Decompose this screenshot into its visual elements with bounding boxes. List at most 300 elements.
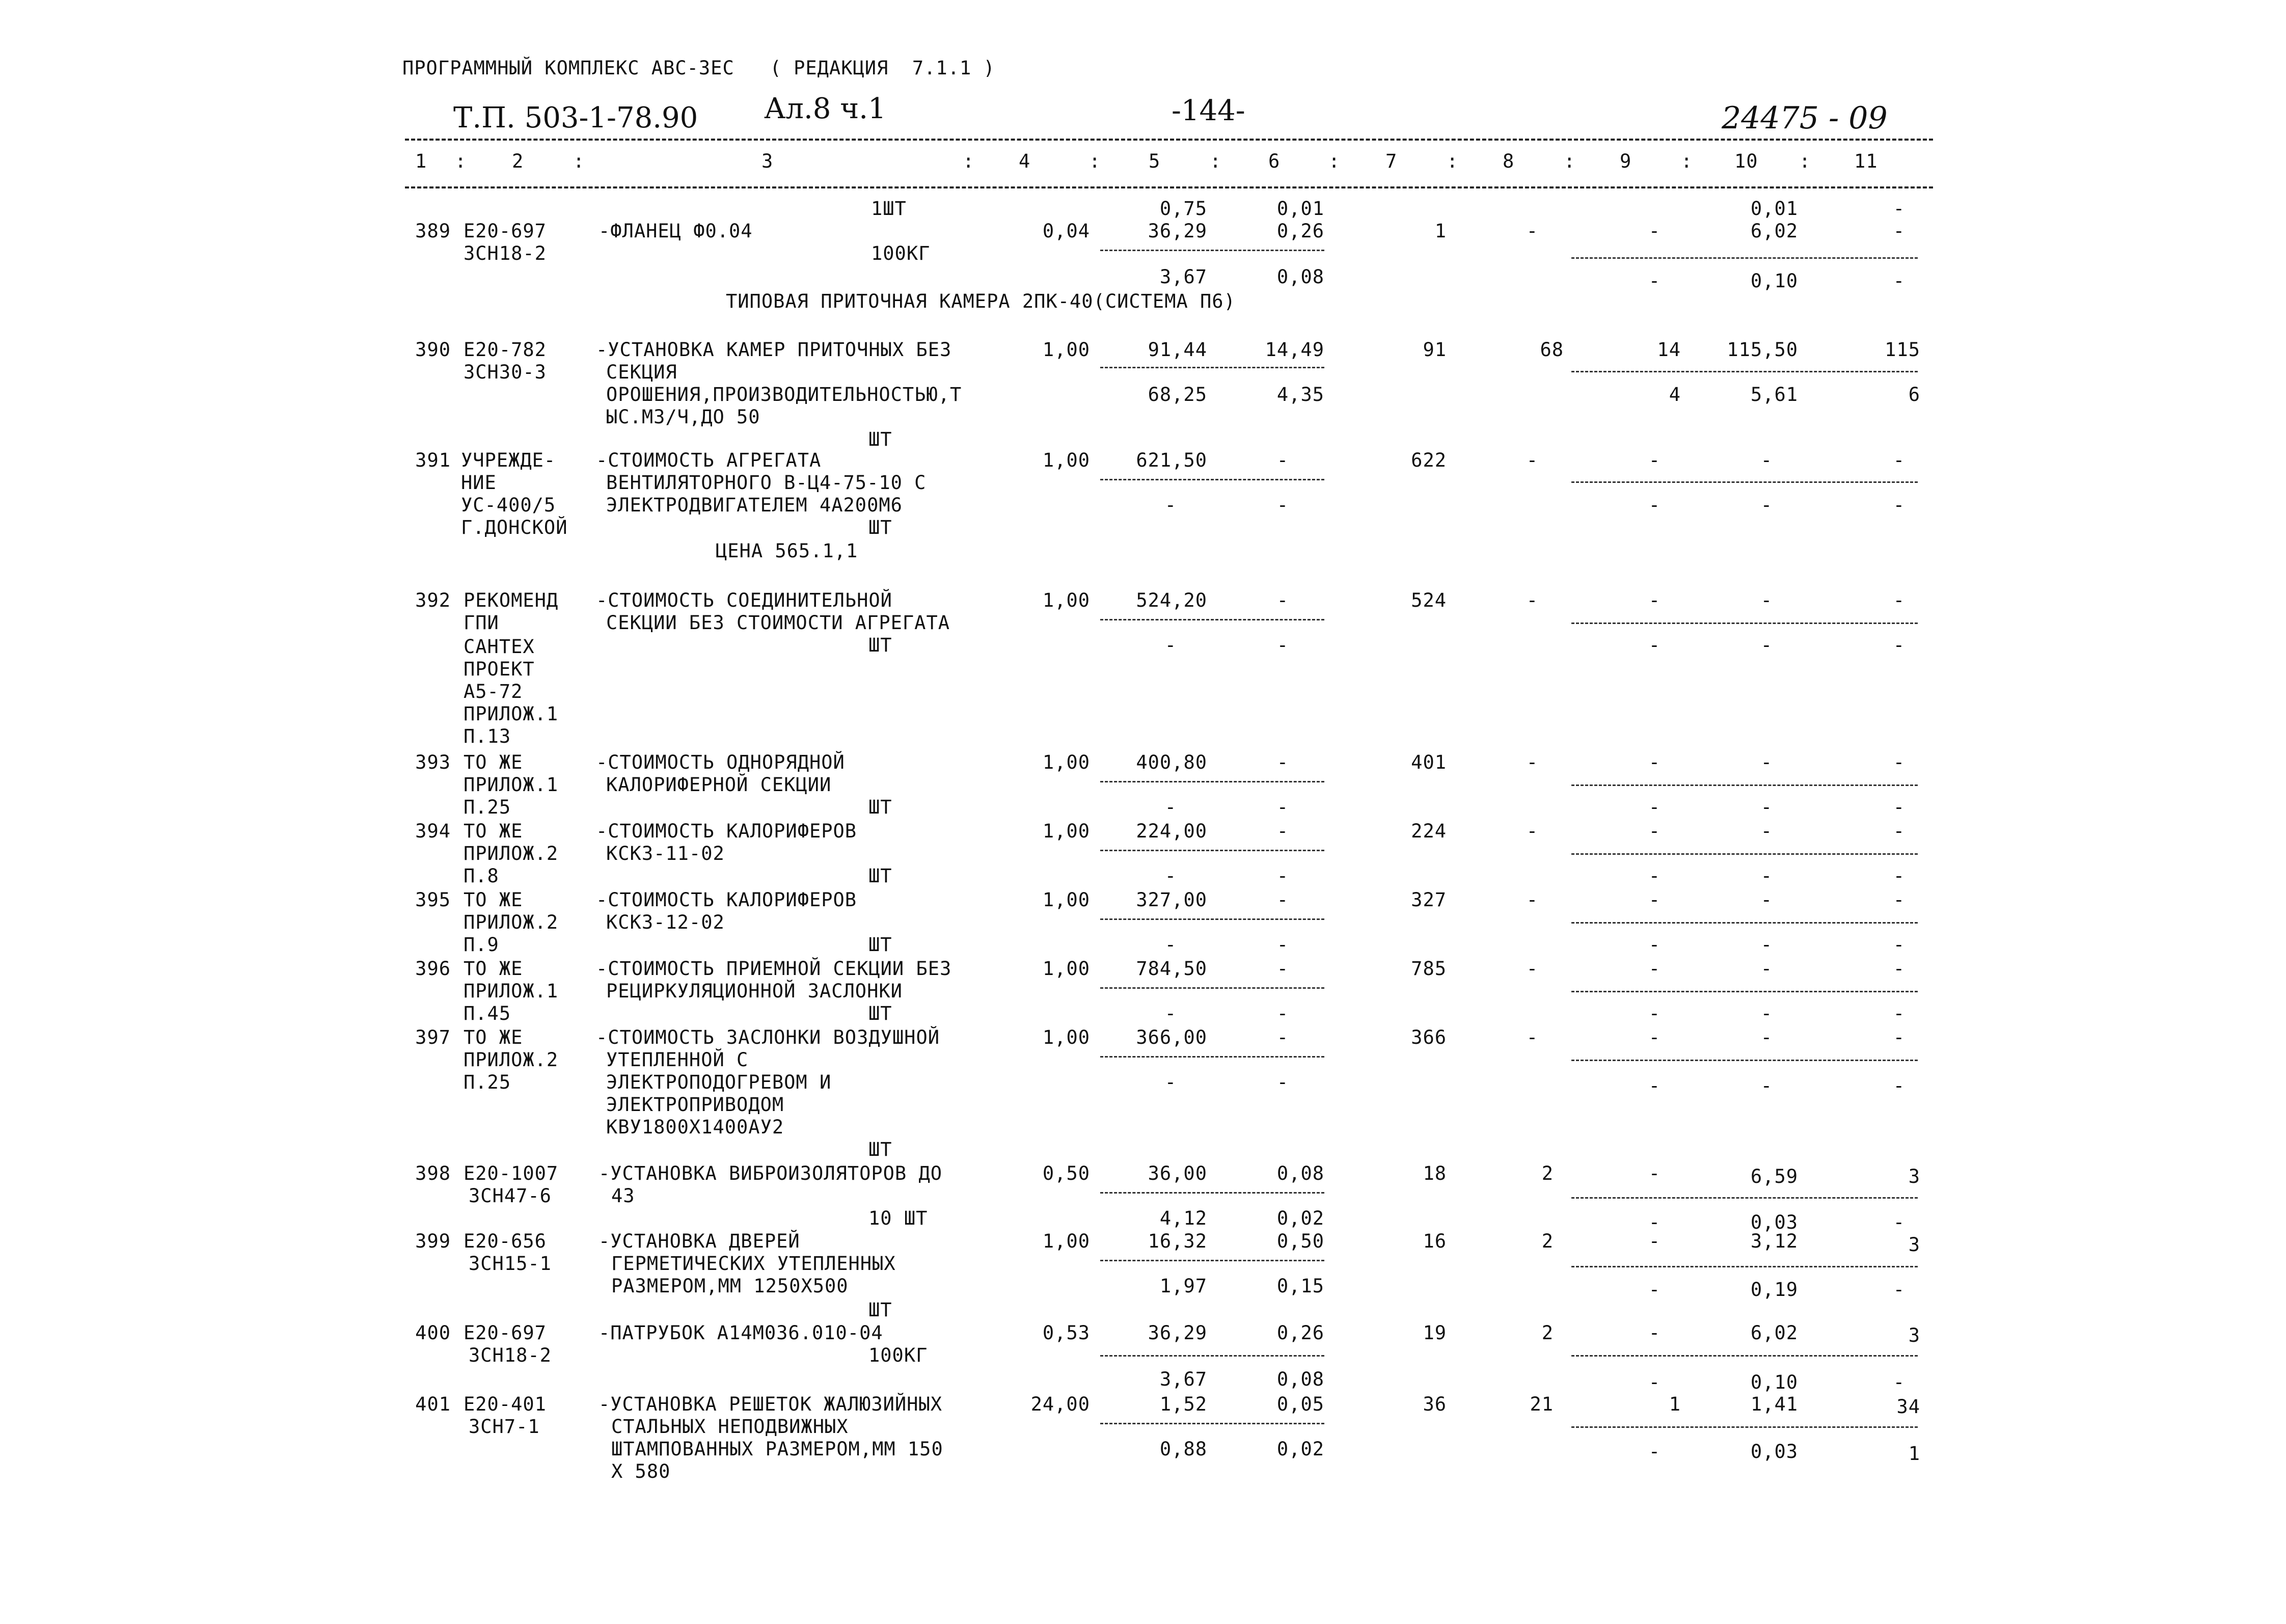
description-line: ВЕНТИЛЯТОРНОГО В-Ц4-75-10 С xyxy=(606,472,927,494)
cell-c6: 0,02 xyxy=(1276,1207,1324,1229)
cell-c6: 4,35 xyxy=(1276,384,1324,405)
row-rule xyxy=(1100,1192,1324,1194)
norm-code: Е20-697 xyxy=(464,220,547,242)
norm-code-line: САНТЕХ xyxy=(464,636,535,658)
program-header: ПРОГРАММНЫЙ КОМПЛЕКС АВС-3ЕС ( РЕДАКЦИЯ 7.1.1 ) xyxy=(402,57,995,79)
cell-c5: 621,50 xyxy=(1136,449,1207,471)
cell-c9: - xyxy=(1648,751,1661,773)
cell-c11: 3 xyxy=(1908,1324,1920,1346)
description-line: ОРОШЕНИЯ,ПРОИЗВОДИТЕЛЬНОСТЬЮ,Т xyxy=(606,384,962,405)
cell-c11: - xyxy=(1893,589,1905,611)
norm-code-line: ПРИЛОЖ.1 xyxy=(464,774,559,796)
norm-code-2: 3СН18-2 xyxy=(469,1344,552,1366)
cell-c7: 91 xyxy=(1423,339,1447,361)
cell-c5: 3,67 xyxy=(1159,1368,1207,1390)
page-number: -144- xyxy=(1172,94,1245,127)
cell-c11: - xyxy=(1893,796,1905,818)
norm-code-line: ПРИЛОЖ.2 xyxy=(464,843,559,864)
cell-c8: - xyxy=(1526,1026,1538,1048)
cell-c9: - xyxy=(1648,865,1661,887)
row-number: 397 xyxy=(415,1026,451,1048)
cell-c9: - xyxy=(1648,220,1661,242)
row-rule xyxy=(1571,991,1918,992)
norm-code-line: П.45 xyxy=(464,1003,511,1024)
cell-c8: 68 xyxy=(1540,339,1564,361)
cell-c11: - xyxy=(1893,1371,1905,1393)
cell-c11: - xyxy=(1893,1075,1905,1097)
row-rule xyxy=(1100,1355,1324,1357)
cell-c10: - xyxy=(1760,796,1773,818)
unit-label: ШТ xyxy=(868,1299,892,1321)
norm-code-line: ПРИЛОЖ.2 xyxy=(464,911,559,933)
cell-c6: - xyxy=(1276,589,1289,611)
cell-c11: - xyxy=(1893,889,1905,911)
col-sep: : xyxy=(1447,150,1459,172)
row-rule xyxy=(1571,1060,1918,1061)
cell-c5: - xyxy=(1164,494,1177,516)
cell-c5: 0,88 xyxy=(1159,1438,1207,1460)
description-line: КСК3-12-02 xyxy=(606,911,725,933)
cell-c10: - xyxy=(1760,1075,1773,1097)
cell-c11: - xyxy=(1893,958,1905,980)
cell-c4: 1,00 xyxy=(1042,449,1090,471)
cell-c9: - xyxy=(1648,934,1661,956)
cell-c9: - xyxy=(1648,589,1661,611)
cell-c9: - xyxy=(1648,634,1661,656)
description-line: -УСТАНОВКА КАМЕР ПРИТОЧНЫХ БЕЗ xyxy=(596,339,952,361)
description-line: -СТОИМОСТЬ СОЕДИНИТЕЛЬНОЙ xyxy=(596,589,892,611)
cell-c5: 1,97 xyxy=(1159,1275,1207,1297)
cell-c5: 0,75 xyxy=(1159,198,1207,220)
cell-c6: - xyxy=(1276,1071,1289,1093)
description-line: КАЛОРИФЕРНОЙ СЕКЦИИ xyxy=(606,774,832,796)
row-rule xyxy=(1571,1266,1918,1267)
norm-code-line: ПРИЛОЖ.2 xyxy=(464,1049,559,1071)
cell-c6: 0,01 xyxy=(1276,198,1324,220)
norm-code-line: П.9 xyxy=(464,934,499,956)
cell-c7: 1 xyxy=(1434,220,1447,242)
cell-c7: 18 xyxy=(1423,1162,1447,1184)
norm-code-line: ГПИ xyxy=(464,612,499,634)
description-line: -СТОИМОСТЬ АГРЕГАТА xyxy=(596,449,822,471)
header-bottom-rule xyxy=(405,186,1933,188)
description-line: ЫС.М3/Ч,ДО 50 xyxy=(606,406,760,428)
cell-c11: 34 xyxy=(1896,1396,1920,1418)
cell-c10: - xyxy=(1760,865,1773,887)
row-number: 389 xyxy=(415,220,451,242)
norm-code-line: ПРИЛОЖ.1 xyxy=(464,703,559,725)
stamp-tp: Т.П. 503-1-78.90 xyxy=(453,101,698,134)
cell-c10: 115,50 xyxy=(1727,339,1798,361)
cell-c11: 3 xyxy=(1908,1234,1920,1256)
norm-code-line: А5-72 xyxy=(464,681,523,702)
cell-c5: - xyxy=(1164,1071,1177,1093)
cell-c9: - xyxy=(1648,1211,1661,1233)
cell-c10: 0,03 xyxy=(1750,1441,1798,1463)
cell-c5: 1,52 xyxy=(1159,1393,1207,1415)
cell-c10: 6,02 xyxy=(1750,220,1798,242)
cell-c6: 0,08 xyxy=(1276,1162,1324,1184)
col-sep: : xyxy=(1210,150,1222,172)
cell-c7: 16 xyxy=(1423,1230,1447,1252)
norm-code-line: ТО ЖЕ xyxy=(464,751,523,773)
cell-c6: - xyxy=(1276,1026,1289,1048)
header-top-rule xyxy=(405,139,1933,141)
cell-c9: - xyxy=(1648,1371,1661,1393)
norm-code-2: 3СН7-1 xyxy=(469,1416,540,1438)
cell-c10: - xyxy=(1760,589,1773,611)
cell-c10: 0,10 xyxy=(1750,1371,1798,1393)
unit-label: ШТ xyxy=(868,1139,892,1160)
row-rule xyxy=(1100,918,1324,920)
cell-c4: 1,00 xyxy=(1042,820,1090,842)
norm-code-line: П.25 xyxy=(464,1071,511,1093)
description-line: Х 580 xyxy=(611,1460,671,1482)
cell-c9: 14 xyxy=(1657,339,1681,361)
cell-c11: 115 xyxy=(1885,339,1920,361)
cell-c6: - xyxy=(1276,751,1289,773)
unit-label: ШТ xyxy=(868,1003,892,1024)
cell-c5: - xyxy=(1164,865,1177,887)
col-8: 8 xyxy=(1503,150,1515,172)
description-line: СЕКЦИИ БЕЗ СТОИМОСТИ АГРЕГАТА xyxy=(606,612,950,634)
cell-c8: - xyxy=(1526,751,1538,773)
cell-c9: - xyxy=(1648,1162,1661,1184)
row-rule xyxy=(1100,850,1324,851)
cell-c5: - xyxy=(1164,1003,1177,1024)
cell-c5: 366,00 xyxy=(1136,1026,1207,1048)
cell-c11: 3 xyxy=(1908,1166,1920,1187)
unit-label: ШТ xyxy=(868,634,892,656)
description-line: ЭЛЕКТРОДВИГАТЕЛЕМ 4А200М6 xyxy=(606,494,903,516)
cell-c6: 0,26 xyxy=(1276,1322,1324,1344)
description-line: -УСТАНОВКА ДВЕРЕЙ xyxy=(598,1230,800,1252)
description-line: ЭЛЕКТРОПОДОГРЕВОМ И xyxy=(606,1071,832,1093)
row-rule xyxy=(1571,853,1918,855)
row-number: 396 xyxy=(415,958,451,980)
cell-c6: - xyxy=(1276,449,1289,471)
cell-c8: - xyxy=(1526,589,1538,611)
norm-code-line: РЕКОМЕНД xyxy=(464,589,559,611)
col-sep: : xyxy=(1089,150,1101,172)
cell-c5: 4,12 xyxy=(1159,1207,1207,1229)
description-line: РАЗМЕРОМ,ММ 1250Х500 xyxy=(611,1275,849,1297)
cell-c6: - xyxy=(1276,1003,1289,1024)
cell-c11: - xyxy=(1893,934,1905,956)
cell-c11: 1 xyxy=(1908,1443,1920,1465)
row-number: 400 xyxy=(415,1322,451,1344)
cell-c7: 785 xyxy=(1411,958,1447,980)
price-reference: ЦЕНА 565.1,1 xyxy=(716,540,858,562)
norm-code-line: П.25 xyxy=(464,796,511,818)
cell-c11: - xyxy=(1893,1279,1905,1301)
cell-c8: 2 xyxy=(1541,1162,1554,1184)
row-rule xyxy=(1100,987,1324,989)
col-sep: : xyxy=(1564,150,1576,172)
cell-c11: - xyxy=(1893,1003,1905,1024)
description-line: КСК3-11-02 xyxy=(606,843,725,864)
row-rule xyxy=(1100,1423,1324,1424)
cell-c8: - xyxy=(1526,889,1538,911)
unit-label: ШТ xyxy=(868,428,892,450)
cell-c6: 0,50 xyxy=(1276,1230,1324,1252)
cell-c6: 0,05 xyxy=(1276,1393,1324,1415)
cell-c7: 19 xyxy=(1423,1322,1447,1344)
row-number: 390 xyxy=(415,339,451,361)
cell-c5: 784,50 xyxy=(1136,958,1207,980)
cell-c7: 524 xyxy=(1411,589,1447,611)
unit-label: ШТ xyxy=(868,796,892,818)
cell-c5: 16,32 xyxy=(1148,1230,1207,1252)
cell-c10: - xyxy=(1760,634,1773,656)
cell-c6: - xyxy=(1276,796,1289,818)
cell-c4: 1,00 xyxy=(1042,339,1090,361)
norm-code-line: ТО ЖЕ xyxy=(464,958,523,980)
norm-code: Е20-656 xyxy=(464,1230,547,1252)
row-rule xyxy=(1571,1355,1918,1357)
cell-c9: - xyxy=(1648,796,1661,818)
col-4: 4 xyxy=(1019,150,1031,172)
cell-c9: 1 xyxy=(1669,1393,1681,1415)
cell-c10: - xyxy=(1760,934,1773,956)
cell-c10: 0,19 xyxy=(1750,1279,1798,1301)
norm-code-line: П.8 xyxy=(464,865,499,887)
col-sep: : xyxy=(1328,150,1341,172)
cell-c4: 0,53 xyxy=(1042,1322,1090,1344)
cell-c5: 36,29 xyxy=(1148,1322,1207,1344)
norm-code-line: ПРИЛОЖ.1 xyxy=(464,980,559,1002)
cell-c7: 36 xyxy=(1423,1393,1447,1415)
cell-c7: 327 xyxy=(1411,889,1447,911)
cell-c9: - xyxy=(1648,889,1661,911)
description-line: -СТОИМОСТЬ КАЛОРИФЕРОВ xyxy=(596,820,857,842)
cell-c5: 327,00 xyxy=(1136,889,1207,911)
cell-c10: - xyxy=(1760,889,1773,911)
col-7: 7 xyxy=(1385,150,1398,172)
unit-label: 1ШТ xyxy=(871,198,907,220)
cell-c10: 5,61 xyxy=(1750,384,1798,405)
row-number: 401 xyxy=(415,1393,451,1415)
row-rule xyxy=(1571,481,1918,483)
row-number: 399 xyxy=(415,1230,451,1252)
col-6: 6 xyxy=(1268,150,1281,172)
row-number: 391 xyxy=(415,449,451,471)
cell-c6: - xyxy=(1276,820,1289,842)
cell-c11: - xyxy=(1893,1211,1905,1233)
row-rule xyxy=(1571,784,1918,786)
cell-c11: - xyxy=(1893,270,1905,292)
cell-c11: - xyxy=(1893,449,1905,471)
norm-code: Е20-697 xyxy=(464,1322,547,1344)
cell-c6: - xyxy=(1276,634,1289,656)
description-line: -СТОИМОСТЬ ЗАСЛОНКИ ВОЗДУШНОЙ xyxy=(596,1026,940,1048)
cell-c9: - xyxy=(1648,494,1661,516)
cell-c7: 224 xyxy=(1411,820,1447,842)
cell-c11: - xyxy=(1893,634,1905,656)
cell-c9: - xyxy=(1648,1230,1661,1252)
description-line: УТЕПЛЕННОЙ С xyxy=(606,1049,749,1071)
cell-c11: - xyxy=(1893,494,1905,516)
norm-code: Е20-401 xyxy=(464,1393,547,1415)
cell-c9: 4 xyxy=(1669,384,1681,405)
col-3: 3 xyxy=(761,150,774,172)
inventory-number: 24475 - 09 xyxy=(1722,100,1888,136)
col-2: 2 xyxy=(512,150,524,172)
row-number: 398 xyxy=(415,1162,451,1184)
cell-c11: - xyxy=(1893,1026,1905,1048)
cell-c10: - xyxy=(1760,449,1773,471)
row-rule xyxy=(1571,922,1918,924)
cell-c4: 0,50 xyxy=(1042,1162,1090,1184)
row-rule xyxy=(1100,781,1324,782)
cell-c9: - xyxy=(1648,1075,1661,1097)
description-line: 43 xyxy=(611,1185,635,1207)
cell-c9: - xyxy=(1648,958,1661,980)
cell-c6: - xyxy=(1276,889,1289,911)
cell-c4: 1,00 xyxy=(1042,1230,1090,1252)
norm-code-line: ТО ЖЕ xyxy=(464,820,523,842)
cell-c7: 366 xyxy=(1411,1026,1447,1048)
cell-c9: - xyxy=(1648,1026,1661,1048)
cell-c6: 0,08 xyxy=(1276,266,1324,288)
norm-code-2: 3СН18-2 xyxy=(464,242,547,264)
cell-c10: - xyxy=(1760,1026,1773,1048)
cell-c11: - xyxy=(1893,865,1905,887)
cell-c10: 0,10 xyxy=(1750,270,1798,292)
cell-c10: 0,03 xyxy=(1750,1211,1798,1233)
cell-c5: - xyxy=(1164,796,1177,818)
cell-c10: - xyxy=(1760,1003,1773,1024)
description-line: -ПАТРУБОК А14М036.010-04 xyxy=(598,1322,883,1344)
row-rule xyxy=(1571,1197,1918,1199)
description-line: -СТОИМОСТЬ КАЛОРИФЕРОВ xyxy=(596,889,857,911)
description-line: ШТАМПОВАННЫХ РАЗМЕРОМ,ММ 150 xyxy=(611,1438,943,1460)
cell-c6: - xyxy=(1276,934,1289,956)
col-sep: : xyxy=(963,150,975,172)
cell-c4: 1,00 xyxy=(1042,958,1090,980)
cell-c5: 68,25 xyxy=(1148,384,1207,405)
description-line: -УСТАНОВКА ВИБРОИЗОЛЯТОРОВ ДО xyxy=(598,1162,943,1184)
cell-c11: - xyxy=(1893,820,1905,842)
cell-c10: 3,12 xyxy=(1750,1230,1798,1252)
cell-c8: 2 xyxy=(1541,1230,1554,1252)
cell-c7: 401 xyxy=(1411,751,1447,773)
cell-c9: - xyxy=(1648,1441,1661,1463)
cell-c10: 1,41 xyxy=(1750,1393,1798,1415)
row-number: 393 xyxy=(415,751,451,773)
cell-c7: 622 xyxy=(1411,449,1447,471)
description-line: РЕЦИРКУЛЯЦИОННОЙ ЗАСЛОНКИ xyxy=(606,980,903,1002)
cell-c5: - xyxy=(1164,634,1177,656)
cell-c6: 0,15 xyxy=(1276,1275,1324,1297)
cell-c5: 91,44 xyxy=(1148,339,1207,361)
norm-code-line: ТО ЖЕ xyxy=(464,889,523,911)
norm-code-2: 3СН47-6 xyxy=(469,1185,552,1207)
row-rule xyxy=(1571,622,1918,624)
row-rule xyxy=(1100,479,1324,480)
cell-c11: - xyxy=(1893,220,1905,242)
cell-c4: 1,00 xyxy=(1042,889,1090,911)
cell-c10: 6,02 xyxy=(1750,1322,1798,1344)
cell-c9: - xyxy=(1648,820,1661,842)
norm-code: Е20-1007 xyxy=(464,1162,559,1184)
col-5: 5 xyxy=(1149,150,1161,172)
col-11: 11 xyxy=(1854,150,1878,172)
norm-code-line: ТО ЖЕ xyxy=(464,1026,523,1048)
cell-c8: 21 xyxy=(1530,1393,1554,1415)
cell-c6: - xyxy=(1276,958,1289,980)
stamp-album: Ал.8 ч.1 xyxy=(764,92,886,125)
cell-c4: 1,00 xyxy=(1042,589,1090,611)
cell-c6: 0,02 xyxy=(1276,1438,1324,1460)
cell-c6: - xyxy=(1276,494,1289,516)
cell-c9: - xyxy=(1648,1279,1661,1301)
cell-c5: 224,00 xyxy=(1136,820,1207,842)
row-rule xyxy=(1571,371,1918,372)
cell-c6: 14,49 xyxy=(1265,339,1324,361)
norm-code-line: Г.ДОНСКОЙ xyxy=(461,517,568,538)
unit-label: 100КГ xyxy=(871,242,931,264)
row-rule xyxy=(1100,619,1324,620)
description-line: СЕКЦИЯ xyxy=(606,361,677,383)
row-rule xyxy=(1100,367,1324,368)
row-rule xyxy=(1100,250,1324,251)
col-1: 1 xyxy=(415,150,427,172)
cell-c8: - xyxy=(1526,449,1538,471)
cell-c5: 3,67 xyxy=(1159,266,1207,288)
cell-c4: 1,00 xyxy=(1042,751,1090,773)
unit-label: ШТ xyxy=(868,934,892,956)
norm-code: Е20-782 xyxy=(464,339,547,361)
cell-c5: 36,00 xyxy=(1148,1162,1207,1184)
cell-c5: 524,20 xyxy=(1136,589,1207,611)
cell-c4: 24,00 xyxy=(1030,1393,1090,1415)
cell-c5: 400,80 xyxy=(1136,751,1207,773)
cell-c6: 0,26 xyxy=(1276,220,1324,242)
cell-c5: - xyxy=(1164,934,1177,956)
cell-c10: - xyxy=(1760,494,1773,516)
row-rule xyxy=(1571,257,1918,259)
col-sep: : xyxy=(1681,150,1693,172)
norm-code-line: П.13 xyxy=(464,725,511,747)
cell-c9: - xyxy=(1648,270,1661,292)
norm-code-2: 3СН15-1 xyxy=(469,1253,552,1275)
col-sep: : xyxy=(1799,150,1811,172)
cell-c11: 6 xyxy=(1908,384,1920,405)
cell-c6: 0,08 xyxy=(1276,1368,1324,1390)
cell-c8: - xyxy=(1526,820,1538,842)
row-rule xyxy=(1100,1056,1324,1058)
cell-c11: - xyxy=(1893,198,1905,220)
cell-c10: - xyxy=(1760,751,1773,773)
cell-c9: - xyxy=(1648,1322,1661,1344)
cell-c10: - xyxy=(1760,958,1773,980)
col-9: 9 xyxy=(1620,150,1632,172)
cell-c10: - xyxy=(1760,820,1773,842)
section-title: ТИПОВАЯ ПРИТОЧНАЯ КАМЕРА 2ПК-40(СИСТЕМА П6) xyxy=(726,290,1236,312)
cell-c4: 0,04 xyxy=(1042,220,1090,242)
description-line: -СТОИМОСТЬ ОДНОРЯДНОЙ xyxy=(596,751,845,773)
norm-code-line: НИЕ xyxy=(461,472,497,494)
norm-code-line: ПРОЕКТ xyxy=(464,658,535,680)
cell-c8: - xyxy=(1526,958,1538,980)
row-number: 394 xyxy=(415,820,451,842)
description-line: СТАЛЬНЫХ НЕПОДВИЖНЫХ xyxy=(611,1416,849,1438)
norm-code-2: 3СН30-3 xyxy=(464,361,547,383)
col-sep: : xyxy=(573,150,585,172)
unit-label: 100КГ xyxy=(868,1344,928,1366)
norm-code-line: УС-400/5 xyxy=(461,494,556,516)
